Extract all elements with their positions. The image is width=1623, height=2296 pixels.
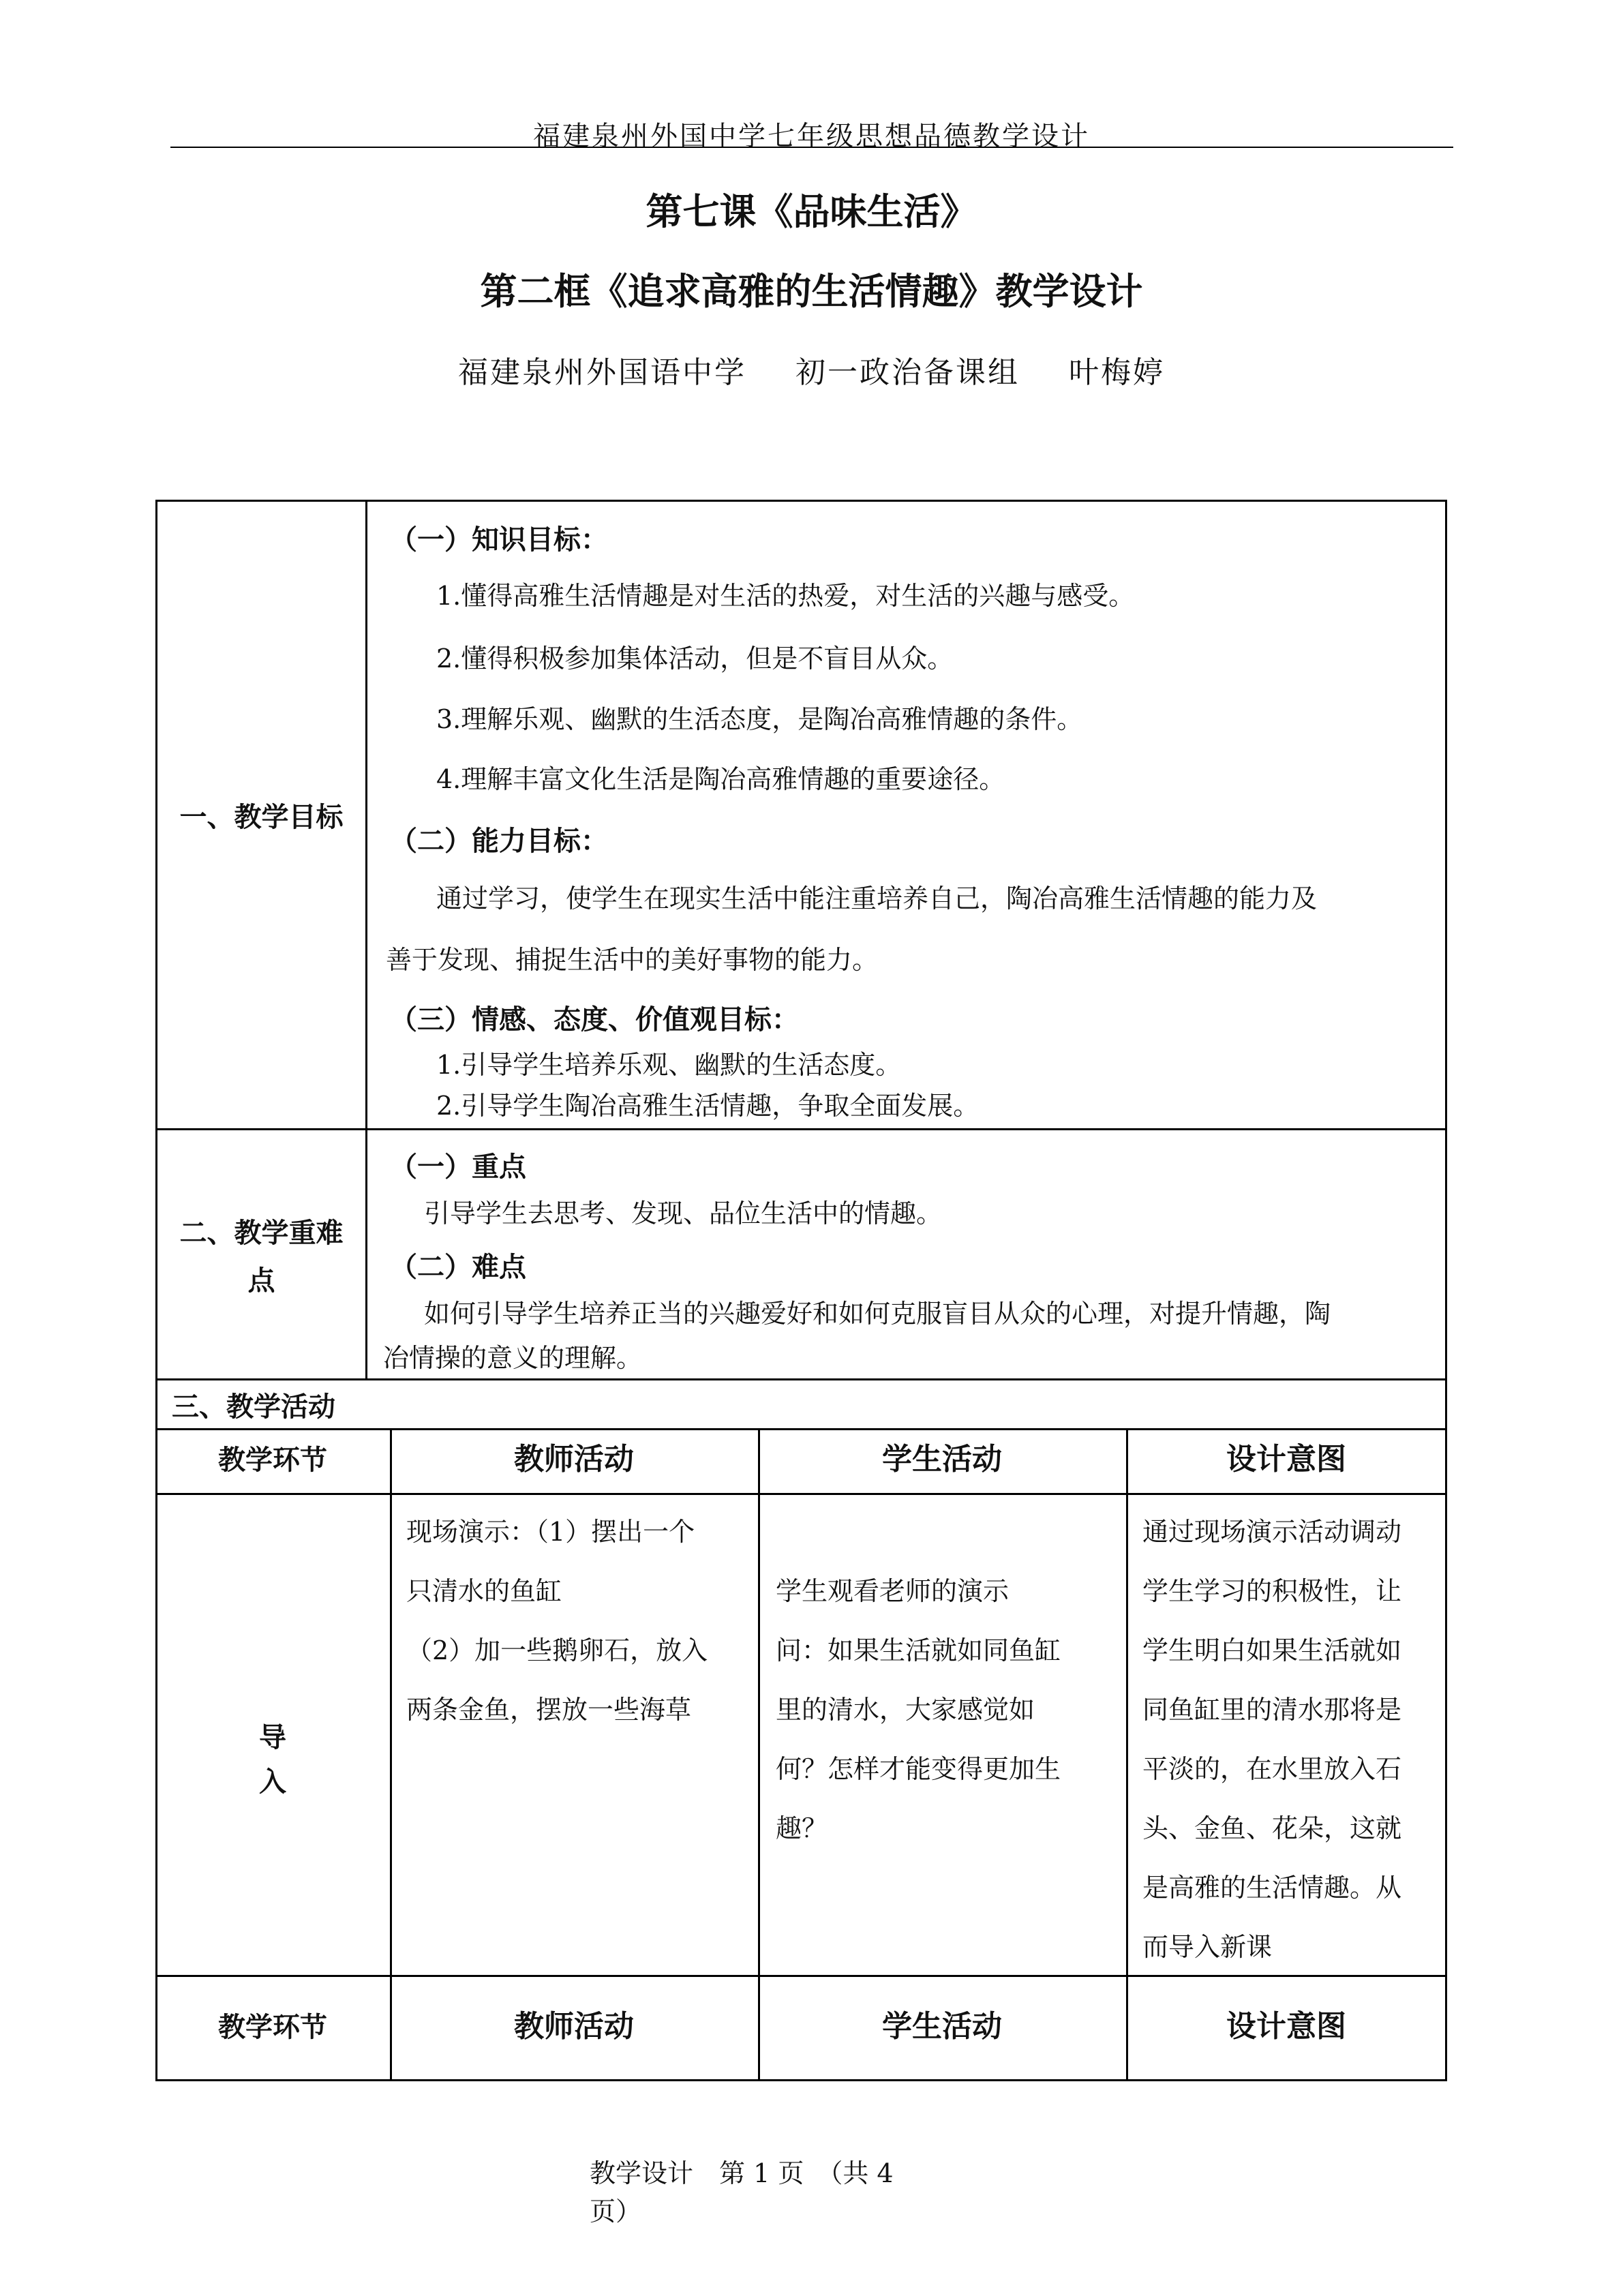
table-border-bottom [155, 2079, 1447, 2081]
table-row-divider [155, 1128, 1447, 1130]
knowledge-item: 1.懂得高雅生活情趣是对生活的热爱，对生活的兴趣与感受。 [436, 581, 1135, 611]
student-activity-line: 里的清水，大家感觉如 [776, 1695, 1035, 1725]
teacher-activity-line: 只清水的鱼缸 [406, 1576, 562, 1606]
table-border-top [155, 500, 1447, 502]
column-header-stage: 教学环节 [218, 2012, 327, 2043]
column-header-teacher: 教师活动 [514, 2009, 634, 2044]
ability-text: 善于发现、捕捉生活中的美好事物的能力。 [386, 945, 879, 975]
design-intent-line: 学生学习的积极性，让 [1142, 1576, 1402, 1606]
table-border-right [1445, 500, 1447, 2081]
teacher-activity-line: 现场演示：（1）摆出一个 [406, 1517, 695, 1547]
student-activity-line: 问：如果生活就如同鱼缸 [776, 1635, 1061, 1665]
table-col-divider [758, 1428, 760, 2081]
emotion-item: 2.引导学生陶冶高雅生活情趣，争取全面发展。 [436, 1091, 980, 1121]
difficulty-text: 冶情操的意义的理解。 [383, 1343, 643, 1373]
difficulty-heading: （二）难点 [390, 1252, 526, 1283]
keypoint-heading: （一）重点 [390, 1151, 526, 1183]
lesson-title: 第七课《品味生活》 [646, 190, 977, 233]
page-header: 福建泉州外国中学七年级思想品德教学设计 [533, 121, 1090, 152]
student-activity-line: 何？怎样才能变得更加生 [776, 1754, 1061, 1784]
table-col-divider [390, 1428, 392, 2081]
teacher-activity-line: 两条金鱼，摆放一些海草 [406, 1695, 692, 1725]
page-footer: 页） [590, 2196, 642, 2226]
design-intent-line: 是高雅的生活情趣。从 [1142, 1873, 1402, 1903]
teacher-activity-line: （2）加一些鹅卵石，放入 [406, 1635, 708, 1665]
stage-intro: 入 [259, 1766, 286, 1798]
design-intent-line: 平淡的，在水里放入石 [1142, 1754, 1402, 1784]
knowledge-heading: （一）知识目标： [390, 524, 608, 556]
design-intent-line: 同鱼缸里的清水那将是 [1142, 1695, 1402, 1725]
knowledge-item: 3.理解乐观、幽默的生活态度，是陶冶高雅情趣的条件。 [436, 704, 1083, 734]
emotion-item: 1.引导学生培养乐观、幽默的生活态度。 [436, 1050, 902, 1080]
ability-heading: （二）能力目标： [390, 826, 608, 857]
activities-label: 三、教学活动 [172, 1391, 335, 1423]
page-footer: 教学设计 第 1 页 （共 4 [590, 2158, 894, 2188]
stage-intro: 导 [259, 1722, 286, 1753]
column-header-design: 设计意图 [1226, 1442, 1346, 1477]
column-header-student: 学生活动 [882, 1442, 1002, 1477]
ability-text: 通过学习，使学生在现实生活中能注重培养自己，陶冶高雅生活情趣的能力及 [436, 883, 1318, 913]
student-activity-line: 趣？ [776, 1813, 828, 1843]
knowledge-item: 2.懂得积极参加集体活动，但是不盲目从众。 [436, 644, 954, 674]
keypoints-label: 点 [247, 1265, 275, 1297]
design-intent-line: 头、金鱼、花朵，这就 [1142, 1813, 1402, 1843]
emotion-heading: （三）情感、态度、价值观目标： [390, 1004, 799, 1036]
author-school: 福建泉州外国语中学 [458, 355, 746, 390]
column-header-design: 设计意图 [1226, 2009, 1346, 2044]
column-header-teacher: 教师活动 [514, 1442, 634, 1477]
keypoint-text: 引导学生去思考、发现、品位生活中的情趣。 [424, 1198, 943, 1228]
table-row-divider [155, 1975, 1447, 1977]
table-col-divider [1126, 1428, 1128, 2081]
lesson-subtitle: 第二框《追求高雅的生活情趣》教学设计 [480, 270, 1143, 313]
design-intent-line: 通过现场演示活动调动 [1142, 1517, 1402, 1547]
difficulty-text: 如何引导学生培养正当的兴趣爱好和如何克服盲目从众的心理，对提升情趣，陶 [424, 1299, 1331, 1329]
author-line [0, 348, 1623, 391]
header-divider [170, 147, 1453, 148]
objectives-label: 一、教学目标 [179, 802, 344, 833]
column-header-student: 学生活动 [882, 2009, 1002, 2044]
design-intent-line: 学生明白如果生活就如 [1142, 1635, 1402, 1665]
table-row-divider [155, 1378, 1447, 1380]
knowledge-item: 4.理解丰富文化生活是陶冶高雅情趣的重要途径。 [436, 764, 1005, 794]
table-row-divider [155, 1493, 1447, 1495]
author-name: 叶梅婷 [1069, 355, 1165, 390]
author-group: 初一政治备课组 [795, 355, 1020, 390]
design-intent-line: 而导入新课 [1142, 1932, 1273, 1962]
column-header-stage: 教学环节 [218, 1445, 327, 1476]
student-activity-line: 学生观看老师的演示 [776, 1576, 1010, 1606]
keypoints-label: 二、教学重难 [179, 1218, 344, 1249]
table-row-divider [155, 1428, 1447, 1430]
